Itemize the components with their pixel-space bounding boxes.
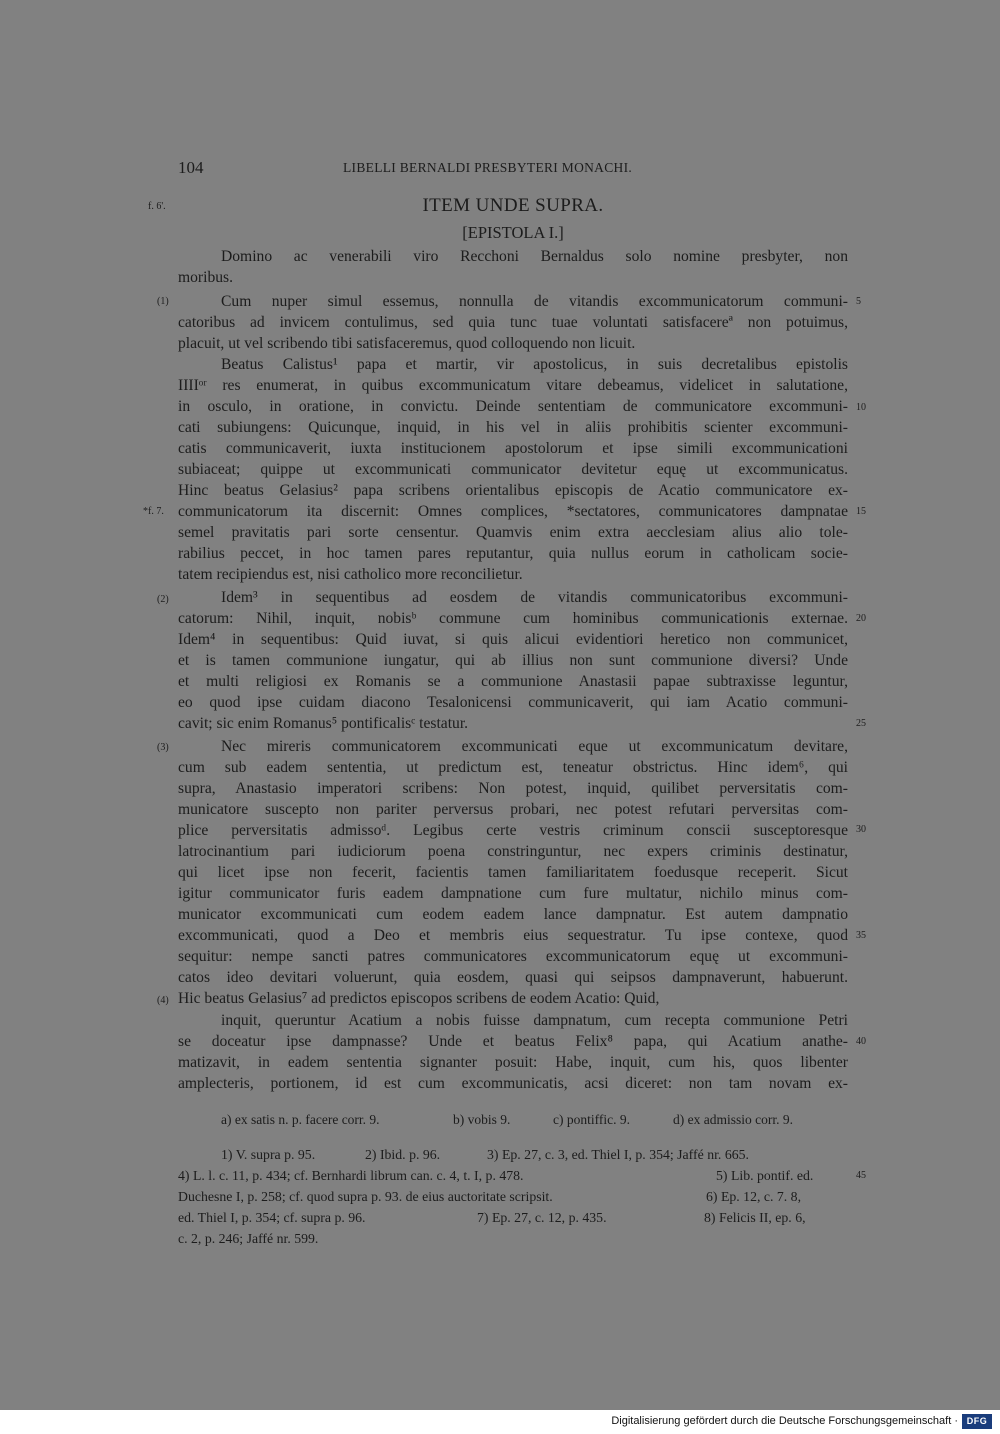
section-marker-2: (2) [157, 594, 169, 605]
body-line: latrocinantium pari iudiciorum poena constringuntur, nec expers criminis destinatur, [178, 843, 848, 860]
body-line: excommunicati, quod a Deo et membris eius sequestratur. Tu ipse contexe, quod [178, 927, 848, 944]
footnote: 6) Ep. 12, c. 7. 8, [706, 1189, 802, 1204]
footnote: 4) L. l. c. 11, p. 434; cf. Bernhardi librum can. c. 4, t. I, p. 478. [178, 1168, 524, 1183]
line-number-15: 15 [856, 506, 866, 517]
body-line: Hinc beatus Gelasius² papa scribens orientalibus episcopis de Acatio communicatore ex- [178, 482, 848, 499]
line-number-35: 35 [856, 930, 866, 941]
section-marker-4: (4) [157, 995, 169, 1006]
line-number-30: 30 [856, 824, 866, 835]
section-marker-1: (1) [157, 296, 169, 307]
body-line: eo quod ipse cuidam diacono Tesalonicensi communicaverit, qui iam Acatio communi- [178, 694, 848, 711]
apparatus-note-c: c) pontiffic. 9. [553, 1112, 630, 1127]
page-number: 104 [178, 158, 204, 177]
body-line: Beatus Calistus¹ papa et martir, vir apostolicus, in suis decretalibus epistolis [221, 356, 848, 373]
body-line: communicatorum ita discernit: Omnes complices, *sectatores, communicatores dampnatae [178, 503, 848, 520]
body-line: Domino ac venerabili viro Recchoni Bernaldus solo nomine presbyter, non [221, 248, 848, 265]
body-line: Nec mireris communicatorem excommunicati eque ut excommunicatum devitare, [221, 738, 848, 755]
body-line: tatem recipiendus est, nisi catholico more reconcilietur. [178, 566, 523, 583]
body-line: rabilius peccet, in hoc tamen pares reputantur, quia nullus eorum in catholicam socie- [178, 545, 848, 562]
footnote: 5) Lib. pontif. ed. [716, 1168, 814, 1183]
apparatus-note-a: a) ex satis n. p. facere corr. 9. [221, 1112, 380, 1127]
section-subtitle: [EPISTOLA I.] [462, 223, 564, 242]
body-line: subiaceat; quippe ut excommunicati communicator devitetur equę ut excommunicatus. [178, 461, 848, 478]
body-line: se doceatur ipse dampnasse? Unde et beatus Felix⁸ papa, qui Acatium anathe- [178, 1033, 848, 1050]
body-line: inquit, queruntur Acatium a nobis fuisse dampnatum, cum recepta communione Petri [221, 1012, 848, 1029]
folio-note-7: *f. 7. [143, 506, 164, 517]
line-number-10: 10 [856, 402, 866, 413]
funding-text: Digitalisierung gefördert durch die Deutsche Forschungsgemeinschaft · [611, 1415, 958, 1427]
footnote: c. 2, p. 246; Jaffé nr. 599. [178, 1231, 319, 1246]
body-line: cum sub eadem sententia, ut predictum est, teneatur obstrictus. Hinc idem⁶, qui [178, 759, 848, 776]
folio-note-6v: f. 6'. [148, 201, 166, 212]
body-line: IIIIᵒʳ res enumerat, in quibus excommunicatum vitare debeamus, videlicet in salutatione, [178, 377, 848, 394]
body-line: sequitur: nempe sancti patres communicatores excommunicatorum equę ut excommuni- [178, 948, 848, 965]
line-number-25: 25 [856, 718, 866, 729]
body-line: municatore suscepto non pariter perversus probari, nec potest refutari perversitas com- [178, 801, 848, 818]
footnote: 8) Felicis II, ep. 6, [704, 1210, 806, 1225]
apparatus-note-d: d) ex admissio corr. 9. [673, 1112, 793, 1127]
body-line: Cum nuper simul essemus, nonnulla de vitandis excommunicatorum communi- [221, 293, 848, 310]
body-line: cavit; sic enim Romanus⁵ pontificalisᶜ testatur. [178, 715, 469, 732]
line-number-40: 40 [856, 1036, 866, 1047]
body-line: catos ideo devitari voluerunt, quia eosdem, quasi qui seipsos dampnaverunt, habuerunt. [178, 969, 848, 986]
section-title: ITEM UNDE SUPRA. [422, 195, 604, 216]
body-line: catis communicaverit, iuxta institucionem apostolorum et ipse simili excommunicationi [178, 440, 848, 457]
body-line: cati subiungens: Quicunque, inquid, in his vel in aliis prohibitis scienter excommuni- [178, 419, 848, 436]
body-line: catorum: Nihil, inquit, nobisᵇ commune cum hominibus communicationis externae. [178, 610, 848, 627]
funding-banner [0, 1410, 1000, 1434]
footnote: ed. Thiel I, p. 354; cf. supra p. 96. [178, 1210, 366, 1225]
body-line: moribus. [178, 269, 234, 286]
running-title: LIBELLI BERNALDI PRESBYTERI MONACHI. [343, 160, 633, 175]
body-line: Hic beatus Gelasius⁷ ad predictos episcopos scribens de eodem Acatio: Quid, [178, 990, 660, 1007]
section-marker-3: (3) [157, 742, 169, 753]
footnote: 3) Ep. 27, c. 3, ed. Thiel I, p. 354; Jaffé nr. 665. [487, 1147, 749, 1162]
body-line: et multi religiosi ex Romanis se a communione Anastasii papae subtraxisse leguntur, [178, 673, 848, 690]
body-line: Idem³ in sequentibus ad eosdem de vitandis communicatoribus excommuni- [221, 589, 848, 606]
body-line: semel pravitatis pari sorte censentur. Quamvis enim extra aecclesiam alius alio tole- [178, 524, 848, 541]
line-number-5: 5 [856, 296, 861, 307]
body-line: qui licet ipse non fecerit, facientis tamen familiaritatem foedusque receperit. Sicut [178, 864, 848, 881]
body-line: in osculo, in oratione, in convictu. Deinde sententiam de communicatore excommuni- [178, 398, 848, 415]
footnote: Duchesne I, p. 258; cf. quod supra p. 93. de eius auctoritate scripsit. [178, 1189, 553, 1204]
body-line: supra, Anastasio imperatori scribens: Non potest, inquid, quilibet perversitatis com- [178, 780, 848, 797]
dfg-logo: DFG [962, 1414, 992, 1429]
body-line: matizavit, in eadem sententia signanter posuit: Habe, inquit, cum his, quos libenter [178, 1054, 848, 1071]
footnote: 7) Ep. 27, c. 12, p. 435. [477, 1210, 607, 1225]
apparatus-note-b: b) vobis 9. [453, 1112, 511, 1127]
body-line: catoribus ad invicem contulimus, sed quia tunc tuae voluntati satisfacereª non potuimus, [178, 314, 848, 331]
body-line: et is tamen communione iungatur, qui ab illius non sunt communione diversi? Unde [178, 652, 848, 669]
body-line: Idem⁴ in sequentibus: Quid iuvat, si quis alicui evidentiori heretico non communicet, [178, 631, 848, 648]
line-number-20: 20 [856, 613, 866, 624]
body-line: placuit, ut vel scribendo tibi satisfaceremus, quod colloquendo non licuit. [178, 335, 636, 352]
body-line: municator excommunicati cum eodem eadem lance dampnatur. Est autem dampnatio [178, 906, 848, 923]
body-line: amplecteris, portionem, id est cum excommunicatis, acsi diceret: non tam novam ex- [178, 1075, 848, 1092]
body-line: igitur communicator furis eadem dampnatione cum fure multatur, nichilo minus com- [178, 885, 848, 902]
line-number-45: 45 [856, 1170, 866, 1181]
footnote: 2) Ibid. p. 96. [365, 1147, 441, 1162]
body-line: plice perversitatis admissoᵈ. Legibus certe vestris criminum conscii susceptoresque [178, 822, 848, 839]
footnote: 1) V. supra p. 95. [221, 1147, 316, 1162]
